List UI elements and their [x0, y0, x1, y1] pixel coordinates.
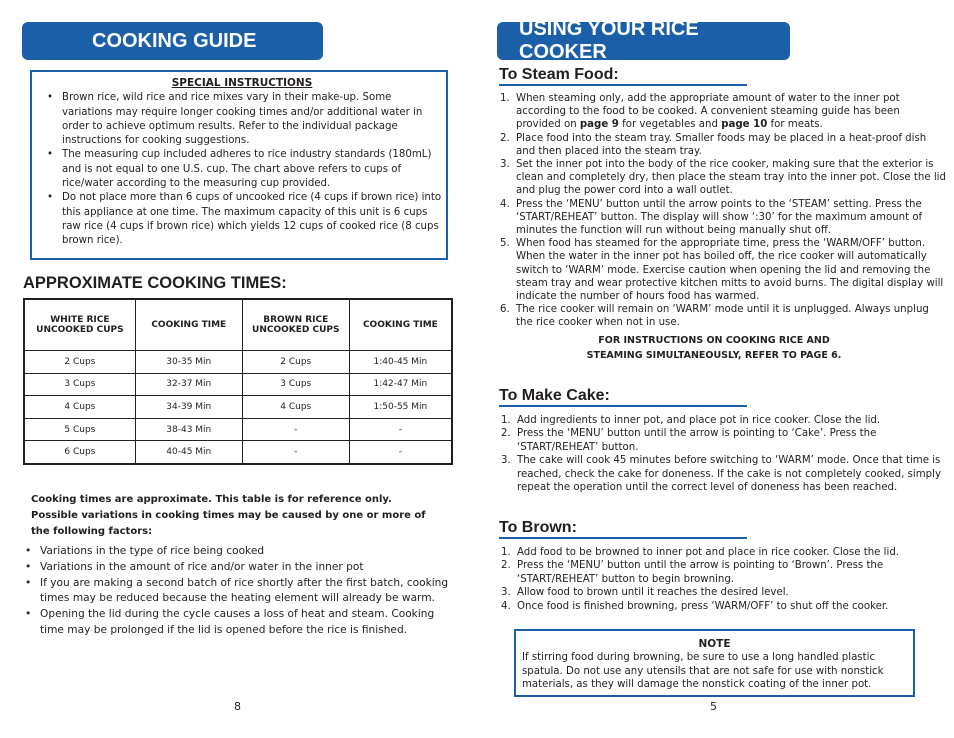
- steam-heading-underline: [499, 84, 747, 86]
- table-cell: 4 Cups: [242, 396, 349, 419]
- cooking-times-heading: APPROXIMATE COOKING TIMES:: [23, 274, 287, 292]
- steam-ref-line: STEAMING SIMULTANEOUSLY, REFER TO PAGE 6.: [586, 350, 842, 361]
- table-cell: -: [349, 441, 452, 464]
- cake-step: 2. Press the ‘MENU’ button until the arrow is pointing to ‘Cake’. Press the ‘START/REHEAT’ button.: [501, 428, 877, 453]
- steam-step: 6. The rice cooker will remain on ‘WARM’ mode until it is unplugged. Always unplug the rice cooker when not in use.: [500, 304, 929, 329]
- table-cell: 2 Cups: [24, 351, 135, 374]
- table-cell: 5 Cups: [24, 418, 135, 441]
- cake-steps: [499, 414, 947, 494]
- factor-item: • If you are making a second batch of rice shortly after the first batch, cooking times may be reduced because the heating element will already be warm.: [40, 576, 455, 608]
- cake-step: 3. The cake will cook 45 minutes before switching to ‘WARM’ mode. Once that time is reached, check the cake for doneness. If the cake is not completely cooked, simply repeat the operation until the correct level of doneness has been reached.: [501, 455, 941, 494]
- table-cell: -: [349, 418, 452, 441]
- using-rice-cooker-banner: [497, 18, 790, 63]
- note-text: If stirring food during browning, be sure to use a long handled plastic spatula. Do not use any utensils that are not safe for use with nonstick materials, as they will damage the nonstick coating of the inner pot.: [522, 652, 884, 691]
- note-title: NOTE: [698, 638, 731, 650]
- header-cell: WHITE RICE UNCOOKED CUPS: [24, 299, 135, 351]
- brown-steps: [499, 546, 949, 613]
- brown-step: 3. Allow food to brown until it reaches the desired level.: [501, 587, 789, 599]
- cooking-times-note: Cooking times are approximate. This table is for reference only. Possible variations in cooking times may be caused by one or more of the following factors:: [31, 494, 426, 537]
- table-cell: 4 Cups: [24, 396, 135, 419]
- table-row: [24, 396, 452, 419]
- steam-reference-note: [499, 333, 929, 363]
- table-cell: 34-39 Min: [135, 396, 242, 419]
- browning-note-box: [514, 629, 915, 697]
- steam-step: 3. Set the inner pot into the body of the rice cooker, making sure that the exterior is clean and completely dry, then place the steam tray into the inner pot. Close the lid and plug the power cord into a wall outlet.: [500, 159, 946, 197]
- table-row: [24, 373, 452, 396]
- table-row: [24, 351, 452, 374]
- table-cell: 3 Cups: [24, 373, 135, 396]
- special-instructions-title: SPECIAL INSTRUCTIONS: [171, 77, 313, 89]
- table-cell: -: [242, 418, 349, 441]
- cake-step: 1. Add ingredients to inner pot, and place pot in rice cooker. Close the lid.: [501, 415, 881, 426]
- special-item: • The measuring cup included adheres to rice industry standards (180mL) and is not equal to one U.S. cup. The chart above refers to cups of rice/water according to the measuring cup provided.: [62, 148, 442, 191]
- special-instructions-box: [30, 70, 448, 260]
- table-cell: 1:50-55 Min: [349, 396, 452, 419]
- steam-food-heading: To Steam Food:: [499, 66, 619, 83]
- table-cell: 2 Cups: [242, 351, 349, 374]
- special-item: • Brown rice, wild rice and rice mixes vary in their make-up. Some variations may require longer cooking times and/or additional water in order to achieve optimum results. Refer to the individual package instructions for cooking suggestions.: [62, 91, 442, 148]
- table-row: [24, 441, 452, 464]
- steam-step: 4. Press the ‘MENU’ button until the arrow points to the ‘STEAM’ setting. Press the ‘START/REHEAT’ button. The display will show ‘:30’ for the maximum amount of minutes the function will run without being manually shut off.: [500, 198, 923, 237]
- table-cell: 30-35 Min: [135, 351, 242, 374]
- table-cell: 32-37 Min: [135, 373, 242, 396]
- table-header-row: [24, 299, 452, 351]
- page-number-left: 8: [234, 700, 241, 713]
- factor-item: • Variations in the amount of rice and/or water in the inner pot: [40, 560, 455, 576]
- steam-steps: [499, 92, 946, 330]
- cooking-guide-title: COOKING GUIDE: [92, 29, 257, 52]
- brown-step: 4. Once food is finished browning, press ‘WARM/OFF’ to shut off the cooker.: [501, 600, 889, 612]
- make-cake-heading: To Make Cake:: [499, 387, 610, 404]
- steam-step: 1. When steaming only, add the appropriate amount of water to the inner pot according to the food to be cooked. A convenient steaming guide has been provided on page 9 for vegetables and page 10 for meats.: [500, 93, 900, 131]
- table-cell: 40-45 Min: [135, 441, 242, 464]
- cooking-times-table: [23, 298, 453, 465]
- brown-step: 2. Press the ‘MENU’ button until the arrow is pointing to ‘Brown’. Press the ‘START/REHEAT’ button to begin browning.: [501, 560, 884, 585]
- page-number-right: 5: [710, 700, 717, 713]
- table-cell: 1:42-47 Min: [349, 373, 452, 396]
- table-row: [24, 418, 452, 441]
- cake-heading-underline: [499, 405, 747, 407]
- using-rice-cooker-title: USING YOUR RICE COOKER: [519, 18, 699, 63]
- table-cell: 6 Cups: [24, 441, 135, 464]
- table-cell: -: [242, 441, 349, 464]
- table-cell: 38-43 Min: [135, 418, 242, 441]
- header-cell: COOKING TIME: [135, 299, 242, 351]
- factor-item: • Opening the lid during the cycle causes a loss of heat and steam. Cooking time may be prolonged if the lid is opened before the rice is finished.: [40, 607, 455, 639]
- header-cell: COOKING TIME: [349, 299, 452, 351]
- steam-step: 5. When food has steamed for the appropriate time, press the ‘WARM/OFF’ button. When the water in the inner pot has boiled off, the rice cooker will automatically switch to ‘WARM’ mode. Exercise caution when opening the lid and removing the steam tray and wear protective kitchen mitts to avoid burns. The digital display will indicate the number of hours food has warmed.: [500, 238, 944, 303]
- cooking-guide-banner: [22, 22, 323, 60]
- brown-step: 1. Add food to be browned to inner pot and place in rice cooker. Close the lid.: [501, 547, 900, 558]
- table-cell: 1:40-45 Min: [349, 351, 452, 374]
- steam-step: 2. Place food into the steam tray. Smaller foods may be placed in a heat-proof dish and then placed into the steam tray.: [500, 132, 927, 157]
- steam-ref-line: FOR INSTRUCTIONS ON COOKING RICE AND: [598, 335, 830, 346]
- header-cell: BROWN RICE UNCOOKED CUPS: [242, 299, 349, 351]
- factors-list: [33, 544, 455, 639]
- table-cell: 3 Cups: [242, 373, 349, 396]
- brown-heading: To Brown:: [499, 519, 577, 536]
- factor-item: • Variations in the type of rice being cooked: [40, 544, 455, 560]
- brown-heading-underline: [499, 537, 747, 539]
- special-item: • Do not place more than 6 cups of uncooked rice (4 cups if brown rice) into this appliance at one time. The maximum capacity of this unit is 6 cups raw rice (4 cups if brown rice) which yields 12 cups of cooked rice (8 cups brown rice).: [62, 191, 442, 248]
